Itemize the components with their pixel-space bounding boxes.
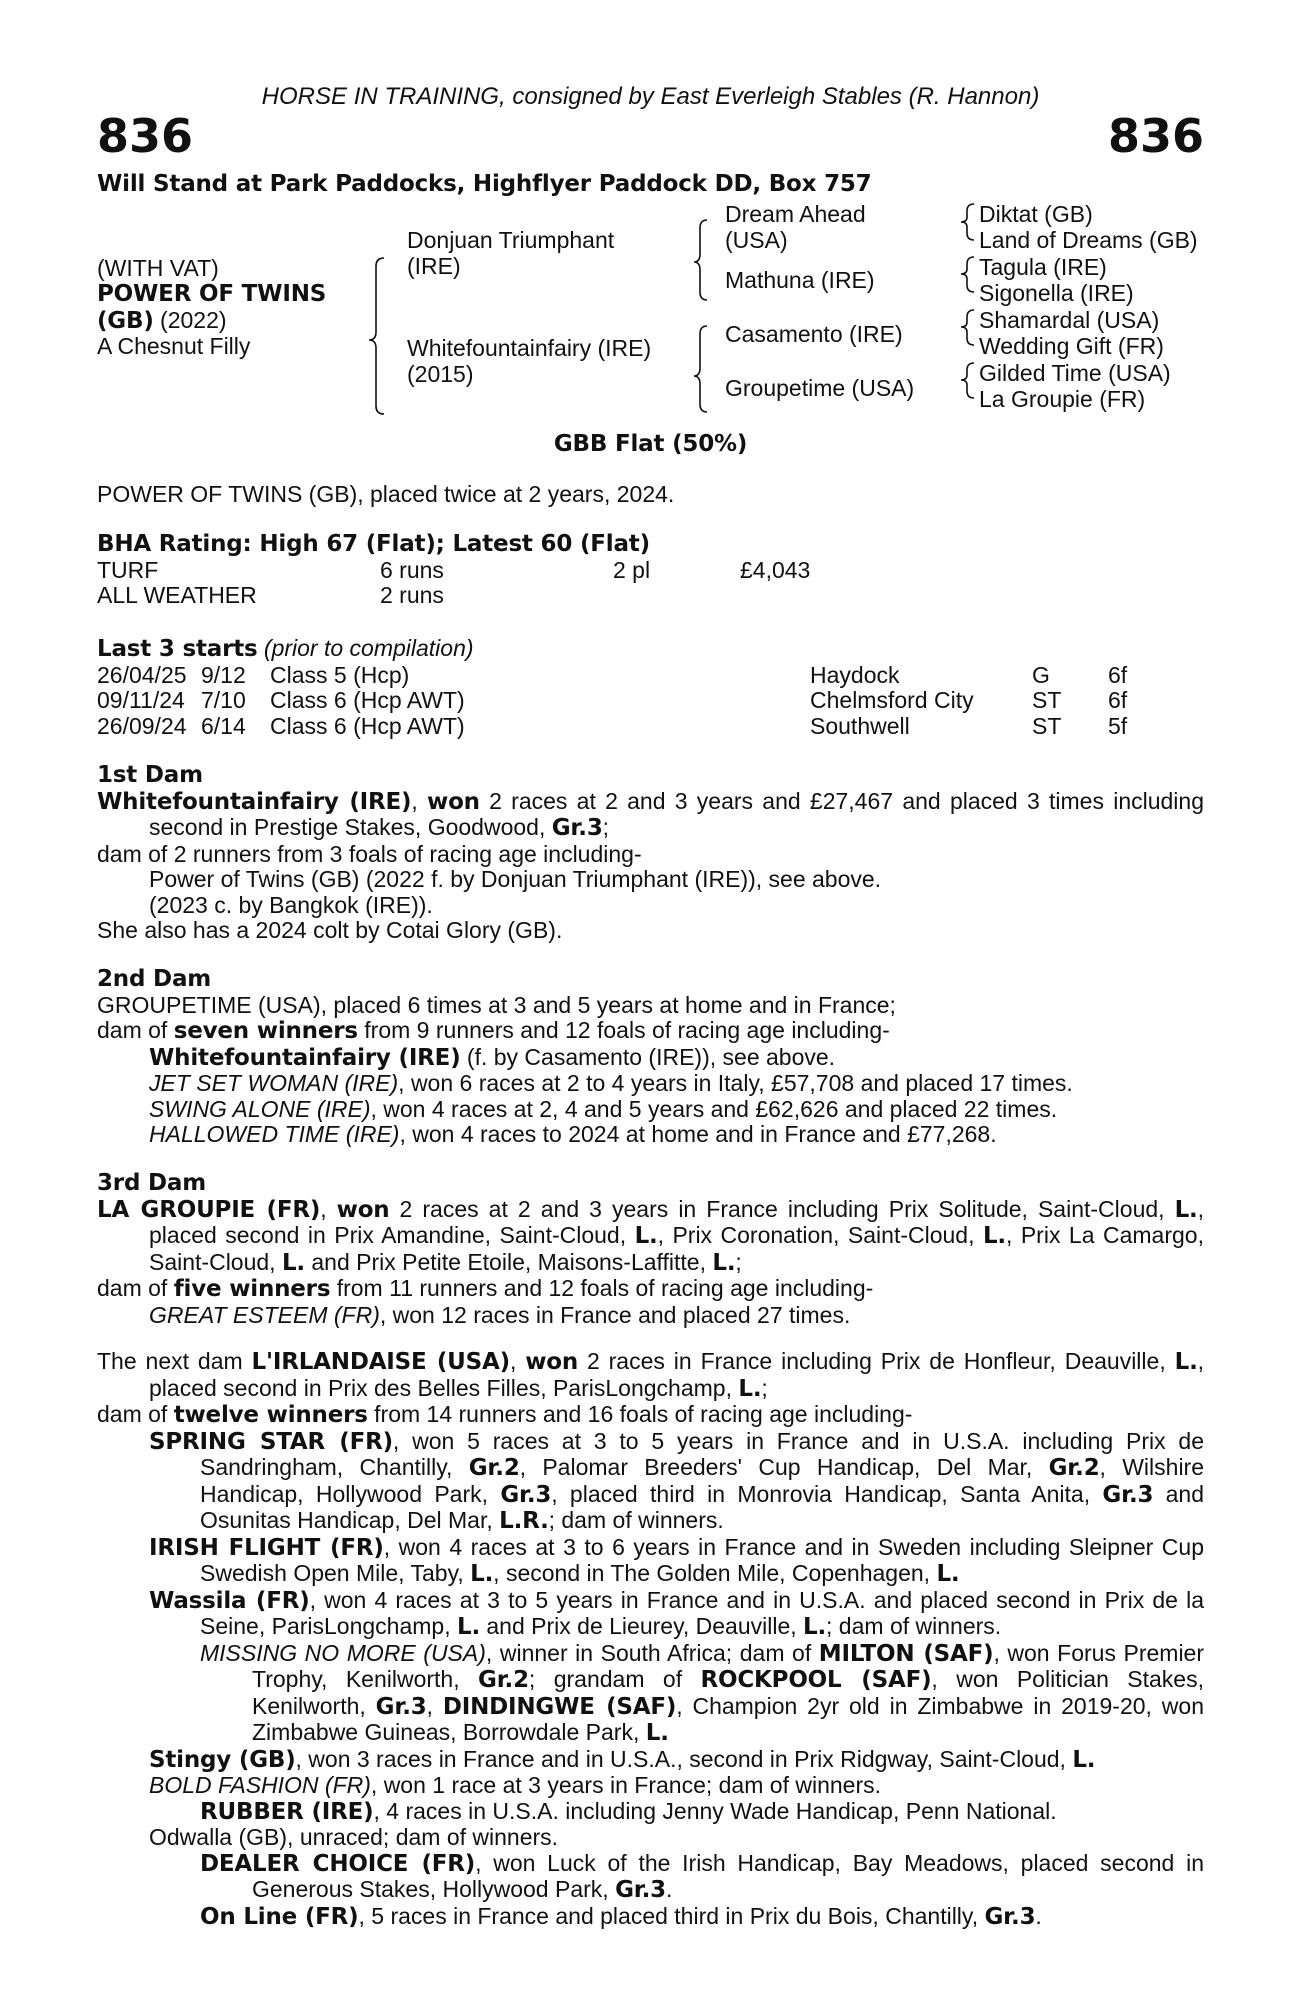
text-run: ,	[509, 1348, 526, 1374]
text-run: , placed third in Monrovia Handicap, Santa Anita,	[551, 1480, 1103, 1507]
last-starts-heading: Last 3 starts	[97, 636, 258, 662]
text-run: The next dam	[97, 1348, 252, 1374]
text-run: ,	[411, 787, 428, 814]
rating-section	[97, 532, 1204, 609]
text-run: , won 4 races at 3 to 5 years in France and in U.S.A. and placed second in Prix de la Seine, ParisLongchamp,	[200, 1586, 1204, 1639]
produce-item	[97, 1071, 1204, 1097]
grade-label: Gr.3	[615, 1877, 666, 1903]
gbb-note: GBB Flat (50%)	[553, 431, 748, 457]
text-run: , Prix La Camargo, Saint-Cloud,	[149, 1222, 1204, 1275]
produce-item	[97, 1122, 1204, 1148]
listed-label: L.	[1072, 1746, 1096, 1773]
produce-summary	[97, 1402, 1204, 1429]
produce-item: (2023 c. by Bangkok (IRE)).	[149, 891, 433, 918]
listed-label: L.	[738, 1375, 762, 1402]
text-run: , won Politician Stakes, Kenilworth,	[252, 1666, 1204, 1719]
listed-label: L.	[457, 1614, 480, 1640]
produce-name: ROCKPOOL (SAF)	[700, 1667, 932, 1693]
class-cell: Class 6 (Hcp AWT)	[270, 712, 465, 739]
position-cell: 6/14	[201, 712, 246, 739]
text-run: 2 races in France including Prix de Honfleur, Deauville,	[578, 1348, 1175, 1374]
text-run: , won 1 race at 3 years in France; dam of winners.	[370, 1772, 881, 1798]
grade-label: Gr.3	[375, 1693, 427, 1720]
sire-dam: Mathuna (IRE)	[725, 267, 875, 293]
text-run: dam of	[97, 1401, 174, 1427]
text-run: ,	[320, 1195, 337, 1222]
produce-item	[97, 1588, 1204, 1641]
text-run: , Wilshire Handicap, Hollywood Park,	[200, 1454, 1205, 1507]
listed-label: L.	[634, 1223, 658, 1249]
dam-name-line2: (2015)	[407, 361, 474, 387]
listed-label: L.	[982, 1223, 1006, 1249]
text-run: ;	[761, 1374, 768, 1401]
produce-name: Stingy (GB)	[149, 1746, 296, 1773]
text-run: ;	[602, 814, 610, 840]
produce-name: Whitefountainfairy (IRE)	[149, 1044, 461, 1071]
prize-cell	[740, 583, 810, 609]
winners-count: five winners	[173, 1276, 331, 1302]
grade-label: Gr.2	[468, 1455, 520, 1481]
last-starts-note: (prior to compilation)	[257, 635, 474, 661]
text-run: , won Luck of the Irish Handicap, Bay Meadows, placed second in Generous Stakes, Hollywood Park,	[252, 1849, 1204, 1902]
sire-sire-line1: Dream Ahead	[725, 201, 866, 227]
third-dam-heading: 3rd Dam	[97, 1170, 206, 1196]
text-run: , second in The Golden Mile, Copenhagen,	[493, 1560, 937, 1586]
date-cell: 26/09/24	[97, 712, 187, 739]
placed-cell: 2 pl	[613, 556, 651, 583]
table-row	[97, 558, 810, 584]
produce-note: She also has a 2024 colt by Cotai Glory (GB).	[97, 917, 563, 943]
won-label: won	[525, 1349, 579, 1375]
position-cell: 9/12	[201, 661, 246, 688]
listed-label: L.	[803, 1614, 827, 1640]
produce-item	[97, 1747, 1204, 1774]
listed-label: L.R.	[499, 1508, 549, 1534]
going-cell: ST	[1032, 687, 1062, 713]
going-cell: G	[1032, 661, 1050, 688]
ped-sdd: Sigonella (IRE)	[979, 280, 1134, 306]
distance-cell: 6f	[1108, 661, 1128, 688]
produce-name: SPRING STAR (FR)	[149, 1428, 393, 1455]
distance-cell: 6f	[1108, 687, 1128, 713]
produce-summary: dam of 2 runners from 3 foals of racing age including-	[97, 840, 642, 867]
horse-description: A Chesnut Filly	[97, 333, 251, 359]
position-cell: 7/10	[201, 687, 246, 713]
text-run: , won 3 races in France and in U.S.A., second in Prix Ridgway, Saint-Cloud,	[295, 1745, 1073, 1772]
produce-item: Odwalla (GB), unraced; dam of winners.	[149, 1824, 559, 1850]
text-run: from 14 runners and 16 foals of racing age including-	[367, 1401, 913, 1427]
text-run: , won 6 races at 2 to 4 years in Italy, £57,708 and placed 17 times.	[398, 1070, 1073, 1096]
grade-label: Gr.2	[478, 1667, 529, 1693]
produce-name: DINDINGWE (SAF)	[442, 1693, 677, 1720]
dam-name: Whitefountainfairy (IRE)	[97, 788, 412, 815]
dam-sire: Casamento (IRE)	[725, 321, 903, 347]
text-run: .	[665, 1876, 673, 1902]
stand-location: Will Stand at Park Paddocks, Highflyer Paddock DD, Box 757	[97, 171, 872, 197]
listed-label: L.	[712, 1249, 736, 1276]
produce-summary	[97, 1276, 1204, 1303]
won-label: won	[427, 788, 480, 815]
grade-label: Gr.2	[1048, 1455, 1100, 1481]
rating-table	[97, 558, 810, 609]
winners-count: twelve winners	[173, 1402, 368, 1428]
ped-ssd: Land of Dreams (GB)	[979, 227, 1198, 253]
text-run: ; grandam of	[528, 1666, 701, 1692]
text-run: , won Forus Premier Trophy, Kenilworth,	[252, 1639, 1205, 1692]
produce-item	[97, 1429, 1204, 1535]
text-run: ; dam of winners.	[826, 1613, 1002, 1639]
produce-name: HALLOWED TIME (IRE)	[149, 1121, 400, 1147]
lot-number-left: 836	[97, 109, 194, 163]
second-dam-section	[97, 967, 1204, 1148]
dam-name: LA GROUPIE (FR)	[97, 1196, 321, 1223]
produce-summary	[97, 1018, 1204, 1045]
text-run: , placed second in Prix des Belles Filles, ParisLongchamp,	[149, 1348, 1204, 1401]
produce-name: JET SET WOMAN (IRE)	[149, 1070, 399, 1096]
text-run: dam of	[97, 1017, 174, 1043]
dam-dam: Groupetime (USA)	[725, 375, 915, 401]
text-run: , won 5 races at 3 to 5 years in France and in U.S.A. including Prix de Sandringham, Chantilly,	[200, 1427, 1205, 1480]
grade-label: Gr.3	[1102, 1481, 1154, 1508]
listed-label: L.	[1174, 1349, 1198, 1375]
course-cell: Southwell	[810, 712, 910, 739]
runs-cell: 2 runs	[380, 582, 444, 608]
grade-label: Gr.3	[984, 1903, 1036, 1930]
produce-name: SWING ALONE (IRE)	[149, 1095, 371, 1122]
dam-name-line1: Whitefountainfairy (IRE)	[407, 335, 652, 361]
dam-name: L'IRLANDAISE (USA)	[251, 1349, 510, 1375]
text-run: from 9 runners and 12 foals of racing age including-	[357, 1017, 890, 1043]
text-run: , 5 races in France and placed third in Prix du Bois, Chantilly,	[358, 1902, 985, 1929]
rating-heading: BHA Rating: High 67 (Flat); Latest 60 (Flat)	[97, 531, 650, 557]
text-run: , Palomar Breeders' Cup Handicap, Del Mar,	[519, 1454, 1049, 1480]
going-cell: ST	[1032, 712, 1062, 739]
produce-name: BOLD FASHION (FR)	[149, 1772, 371, 1798]
next-dam-record	[97, 1349, 1204, 1402]
last-starts-table	[97, 663, 1127, 740]
grade-label: Gr.3	[500, 1481, 552, 1508]
text-run: 2 races at 2 and 3 years in France including Prix Solitude, Saint-Cloud,	[389, 1195, 1175, 1222]
table-row	[97, 663, 1127, 689]
text-run: and Osunitas Handicap, Del Mar,	[200, 1480, 1205, 1533]
ped-sds: Tagula (IRE)	[979, 254, 1107, 280]
first-dam-heading: 1st Dam	[97, 762, 203, 788]
produce-item	[97, 1773, 1204, 1799]
produce-item	[97, 1904, 1204, 1931]
first-dam-section	[97, 763, 1204, 944]
won-label: won	[336, 1196, 390, 1223]
placed-cell	[613, 583, 740, 609]
text-run: dam of	[97, 1275, 174, 1301]
table-row	[97, 688, 1127, 714]
date-cell: 09/11/24	[97, 687, 185, 713]
date-cell: 26/04/25	[97, 661, 187, 688]
text-run: , placed second in Prix Amandine, Saint-Cloud,	[149, 1195, 1204, 1248]
surface-cell: ALL WEATHER	[97, 582, 257, 608]
produce-item	[97, 1851, 1204, 1904]
class-cell: Class 6 (Hcp AWT)	[270, 687, 465, 713]
ped-dsd: Wedding Gift (FR)	[979, 333, 1164, 359]
produce-name: RUBBER (IRE)	[200, 1798, 374, 1825]
vat-note: (WITH VAT)	[97, 255, 219, 281]
pedigree-chart	[97, 200, 1227, 420]
lot-number-right: 836	[1107, 109, 1204, 163]
produce-name: On Line (FR)	[200, 1903, 359, 1930]
produce-item	[97, 1045, 1204, 1072]
text-run: ,	[426, 1692, 443, 1719]
runs-cell: 6 runs	[380, 556, 444, 583]
horse-origin	[97, 308, 227, 335]
listed-label: L.	[470, 1561, 494, 1587]
produce-item: Power of Twins (GB) (2022 f. by Donjuan Triumphant (IRE)), see above.	[149, 866, 882, 892]
course-cell: Haydock	[810, 661, 900, 688]
produce-item	[97, 1097, 1204, 1123]
produce-item	[97, 1535, 1204, 1588]
text-run: 2 races at 2 and 3 years and £27,467 and placed 3 times including second in Prestige Stakes, Goodwood,	[149, 787, 1205, 840]
last-starts-section	[97, 636, 1204, 739]
next-dam-section	[97, 1349, 1204, 1930]
text-run: , won 4 races at 2, 4 and 5 years and £62,626 and placed 22 times.	[370, 1095, 1058, 1122]
ped-dds: Gilded Time (USA)	[979, 360, 1171, 386]
produce-item	[97, 1799, 1204, 1826]
table-row	[97, 714, 1127, 740]
text-run: (f. by Casamento (IRE)), see above.	[460, 1043, 836, 1070]
text-run: ; dam of winners.	[548, 1507, 724, 1533]
produce-item	[97, 1641, 1204, 1747]
horse-year: (2022)	[153, 307, 227, 333]
ped-ddd: La Groupie (FR)	[979, 386, 1146, 412]
text-run: from 11 runners and 12 foals of racing age including-	[330, 1275, 874, 1301]
ped-dss: Shamardal (USA)	[979, 307, 1160, 333]
horse-name: POWER OF TWINS	[97, 281, 327, 307]
produce-name: GREAT ESTEEM (FR)	[149, 1301, 380, 1328]
third-dam-section	[97, 1171, 1204, 1328]
produce-name: IRISH FLIGHT (FR)	[149, 1534, 384, 1561]
text-run: , winner in South Africa; dam of	[485, 1639, 819, 1666]
second-dam-heading: 2nd Dam	[97, 966, 212, 992]
horse-country: (GB)	[97, 308, 154, 334]
prize-cell: £4,043	[740, 556, 811, 583]
class-cell: Class 5 (Hcp)	[270, 661, 410, 688]
produce-name: MILTON (SAF)	[818, 1640, 994, 1667]
text-run: .	[1035, 1902, 1042, 1929]
first-dam-record	[97, 789, 1204, 842]
text-run: and Prix Petite Etoile, Maisons-Laffitte,	[304, 1248, 713, 1275]
distance-cell: 5f	[1108, 712, 1128, 739]
text-run: , 4 races in U.S.A. including Jenny Wade Handicap, Penn National.	[373, 1797, 1057, 1824]
listed-label: L.	[936, 1561, 960, 1587]
sire-sire-line2: (USA)	[725, 227, 788, 253]
third-dam-record	[97, 1197, 1204, 1277]
second-dam-record: GROUPETIME (USA), placed 6 times at 3 and 5 years at home and in France;	[97, 991, 896, 1018]
sire-name-line2: (IRE)	[407, 253, 461, 279]
listed-label: L.	[281, 1249, 305, 1276]
text-run: ;	[735, 1248, 742, 1275]
winners-count: seven winners	[173, 1018, 358, 1044]
course-cell: Chelmsford City	[810, 687, 974, 713]
produce-name: MISSING NO MORE (USA)	[200, 1639, 486, 1666]
table-row	[97, 583, 810, 609]
sire-name-line1: Donjuan Triumphant	[407, 227, 615, 253]
produce-item	[97, 1303, 1204, 1329]
text-run: , won 4 races to 2024 at home and in France and £77,268.	[399, 1121, 997, 1147]
grade-label: Gr.3	[551, 815, 603, 841]
surface-cell: TURF	[97, 556, 159, 583]
text-run: , won 4 races at 3 to 6 years in France and in Sweden including Sleipner Cup Swedish Open Mile, Taby,	[200, 1533, 1204, 1586]
produce-name: DEALER CHOICE (FR)	[200, 1850, 476, 1877]
consignor-line: HORSE IN TRAINING, consigned by East Everleigh Stables (R. Hannon)	[261, 83, 1040, 110]
ped-sss: Diktat (GB)	[979, 201, 1093, 227]
race-summary: POWER OF TWINS (GB), placed twice at 2 years, 2024.	[97, 481, 675, 507]
text-run: , Prix Coronation, Saint-Cloud,	[657, 1222, 983, 1248]
produce-name: Wassila (FR)	[149, 1587, 310, 1614]
listed-label: L.	[645, 1720, 669, 1746]
text-run: and Prix de Lieurey, Deauville,	[480, 1613, 804, 1639]
text-run: , won 12 races in France and placed 27 times.	[379, 1301, 851, 1328]
text-run: , Champion 2yr old in Zimbabwe in 2019-20, won Zimbabwe Guineas, Borrowdale Park,	[252, 1692, 1204, 1745]
listed-label: L.	[1174, 1196, 1198, 1223]
